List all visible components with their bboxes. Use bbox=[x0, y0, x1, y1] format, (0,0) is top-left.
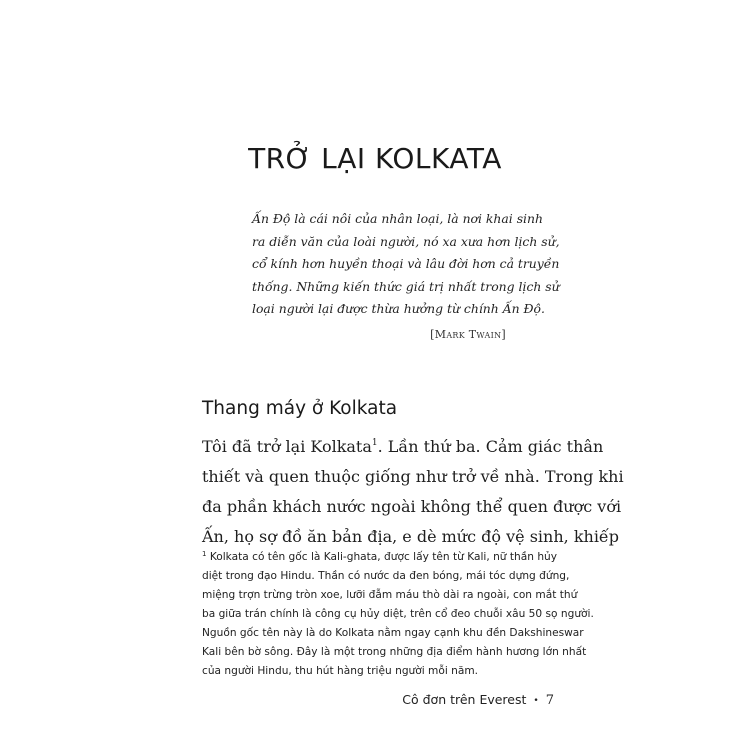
epigraph-line: loại người lại được thừa hưởng từ chính Ấn Độ. bbox=[252, 301, 545, 317]
epigraph-attribution: [Mark Twain] bbox=[430, 328, 506, 341]
footnote-line: ba giữa trán chính là công cụ hủy diệt, trên cổ đeo chuỗi xâu 50 sọ người. bbox=[202, 608, 594, 620]
body-paragraph bbox=[202, 432, 624, 552]
body-line: đa phần khách nước ngoài không thể quen được với bbox=[202, 497, 622, 516]
footnote-reference[interactable]: 1 bbox=[371, 438, 378, 448]
body-line: thiết và quen thuộc giống như trở về nhà. Trong khi bbox=[202, 467, 624, 486]
footnote-marker: 1 bbox=[202, 550, 207, 558]
epigraph-line: thống. Những kiến thức giá trị nhất trong lịch sử bbox=[252, 278, 560, 294]
running-footer bbox=[402, 692, 554, 708]
footnote-line: diệt trong đạo Hindu. Thần có nước da đen bóng, mái tóc dựng đứng, bbox=[202, 570, 570, 582]
epigraph-line: ra diễn văn của loài người, nó xa xưa hơn lịch sử, bbox=[252, 233, 560, 249]
footer-book-title: Cô đơn trên Everest bbox=[402, 692, 527, 707]
footnote-line: miệng trợn trừng tròn xoe, lưỡi đẫm máu thò dài ra ngoài, con mắt thứ bbox=[202, 589, 578, 601]
footnote-line: của người Hindu, thu hút hàng triệu người mỗi năm. bbox=[202, 665, 479, 677]
footnote bbox=[202, 548, 594, 681]
footnote-text: Kolkata có tên gốc là Kali-ghata, được lấy tên từ Kali, nữ thần hủy bbox=[206, 551, 558, 563]
body-line: Ấn, họ sợ đồ ăn bản địa, e dè mức độ vệ sinh, khiếp bbox=[202, 527, 620, 546]
body-text-fragment: Tôi đã trở lại Kolkata bbox=[202, 437, 372, 456]
footer-bullet-icon: • bbox=[533, 696, 539, 706]
footnote-line bbox=[202, 548, 556, 567]
epigraph bbox=[252, 208, 560, 321]
section-heading: Thang máy ở Kolkata bbox=[202, 398, 398, 419]
page-number: 7 bbox=[545, 693, 554, 708]
chapter-title: TRỞ LẠI KOLKATA bbox=[248, 142, 502, 175]
epigraph-line: Ấn Độ là cái nôi của nhân loại, là nơi khai sinh bbox=[252, 211, 543, 226]
body-text-fragment: . Lần thứ ba. Cảm giác thân bbox=[377, 437, 604, 456]
body-line bbox=[202, 432, 604, 462]
footnote-line: Kali bên bờ sông. Đây là một trong những địa điểm hành hương lớn nhất bbox=[202, 646, 587, 658]
footnote-line: Nguồn gốc tên này là do Kolkata nằm ngay cạnh khu đền Dakshineswar bbox=[202, 627, 584, 639]
epigraph-line: cổ kính hơn huyền thoại và lâu đời hơn cả truyền bbox=[252, 256, 560, 272]
